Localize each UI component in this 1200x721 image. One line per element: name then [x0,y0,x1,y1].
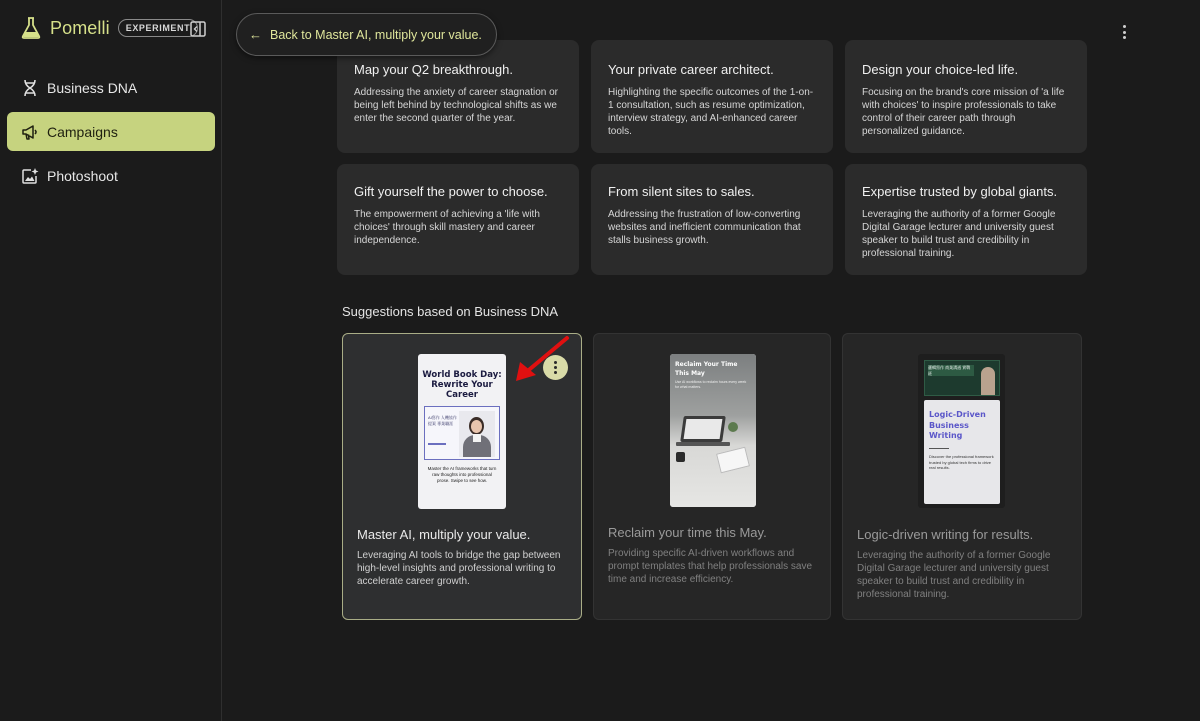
sidebar [0,0,222,721]
back-button-label: Back to Master AI, multiply your value. [270,27,482,42]
campaign-card-title: Your private career architect. [608,62,774,77]
thumbnail-caption: Discover the professional framework trusted by global tech firms to drive real results. [929,454,994,470]
campaign-card[interactable] [337,40,579,153]
campaign-card[interactable] [845,40,1087,153]
suggestion-desc: Leveraging the authority of a former Google Digital Garage lecturer and university guest speaker to build trust and credibility in professional training. [857,550,1051,600]
sidebar-item-label: Business DNA [47,79,138,96]
collapse-sidebar-icon[interactable] [189,20,207,38]
campaign-card-title: Expertise trusted by global giants. [862,184,1058,199]
campaign-card-desc: Addressing the frustration of low-converting websites and inefficient communication that stalls business growth. [608,209,801,246]
suggestion-thumbnail[interactable] [918,354,1005,508]
campaign-card-title: From silent sites to sales. [608,184,755,199]
sidebar-item-label: Photoshoot [47,167,118,184]
suggestion-desc: Leveraging AI tools to bridge the gap between high-level insights and professional writing to accelerate career growth. [357,550,561,587]
campaign-card-title: Map your Q2 breakthrough. [354,62,513,77]
campaign-card[interactable] [845,164,1087,275]
suggestions-heading: Suggestions based on Business DNA [342,304,559,319]
laptop-base [676,442,730,446]
sidebar-item-photoshoot[interactable] [7,156,215,195]
thumbnail-divider [929,448,949,449]
main-content [223,0,1200,721]
thumbnail-caption: Master the AI frameworks that turn raw thoughts into professional prose. Swipe to see how. [427,466,497,483]
campaign-card[interactable] [591,164,833,275]
thumbnail-image [424,406,500,460]
portrait-icon [459,411,495,457]
thumbnail-title: World Book Day: Rewrite Your Career [422,370,502,400]
suggestion-card[interactable] [842,333,1082,620]
thumbnail-banner-text: 邏輯寫作 商業溝通 實戰班 [928,365,974,376]
thumbnail-bar [428,443,446,445]
campaign-card-desc: The empowerment of achieving a 'life with choices' through skill mastery and career independence. [354,209,540,246]
dna-icon [21,79,39,97]
brand-name: Pomelli [50,17,110,38]
suggestion-card[interactable] [342,333,582,620]
suggestion-title: Reclaim your time this May. [608,525,767,540]
suggestion-card[interactable] [593,333,831,620]
thumbnail-caption: Use AI workflows to reclaim hours every week for what matters. [675,380,747,389]
campaign-card-desc: Focusing on the brand's core mission of 'a life with choices' to inspire professionals to take control of their career path through personalized guidance. [862,87,1065,137]
flask-logo-icon [20,16,42,40]
more-options-icon[interactable] [543,355,568,380]
suggestion-thumbnail[interactable] [418,354,506,509]
campaign-card-desc: Leveraging the authority of a former Google Digital Garage lecturer and university guest speaker to build trust and credibility in professional training. [862,209,1056,259]
campaign-card-desc: Highlighting the specific outcomes of the 1-on-1 consultation, such as resume optimization, interview strategy, and AI-enhanced career tools. [608,87,814,137]
experiment-badge: EXPERIMENT [118,19,199,37]
sidebar-item-label: Campaigns [47,123,118,140]
arrow-left-icon: ← [249,27,262,42]
sidebar-nav [7,68,215,200]
laptop-icon [680,416,726,442]
suggestion-thumbnail[interactable] [670,354,756,507]
suggestion-title: Logic-driven writing for results. [857,527,1034,542]
campaign-card[interactable] [591,40,833,153]
photo-sparkle-icon [21,167,39,185]
campaign-card-desc: Addressing the anxiety of career stagnation or being left behind by technological shifts as we enter the second quarter of the year. [354,87,559,124]
megaphone-icon [21,123,39,141]
campaign-card[interactable] [337,164,579,275]
thumbnail-inner-text: AI寫作 人機協作 提案 專業職涯 [428,415,457,426]
sidebar-item-business-dna[interactable] [7,68,215,107]
more-options-icon[interactable] [1116,22,1132,42]
campaign-card-title: Design your choice-led life. [862,62,1019,77]
thumbnail-banner [924,360,1000,396]
campaign-card-title: Gift yourself the power to choose. [354,184,548,199]
thumbnail-title: Logic-Driven Business Writing [929,410,986,440]
thumbnail-panel [924,400,1000,504]
plant-icon [728,422,738,432]
banner-portrait [981,367,995,395]
brand[interactable] [20,16,198,40]
mug-icon [676,452,685,462]
suggestion-desc: Providing specific AI-driven workflows and prompt templates that help professionals save time and increase efficiency. [608,548,812,585]
thumbnail-title: Reclaim Your Time This May [675,361,738,377]
suggestion-title: Master AI, multiply your value. [357,527,531,542]
sidebar-item-campaigns[interactable] [7,112,215,151]
back-button[interactable] [236,13,497,56]
